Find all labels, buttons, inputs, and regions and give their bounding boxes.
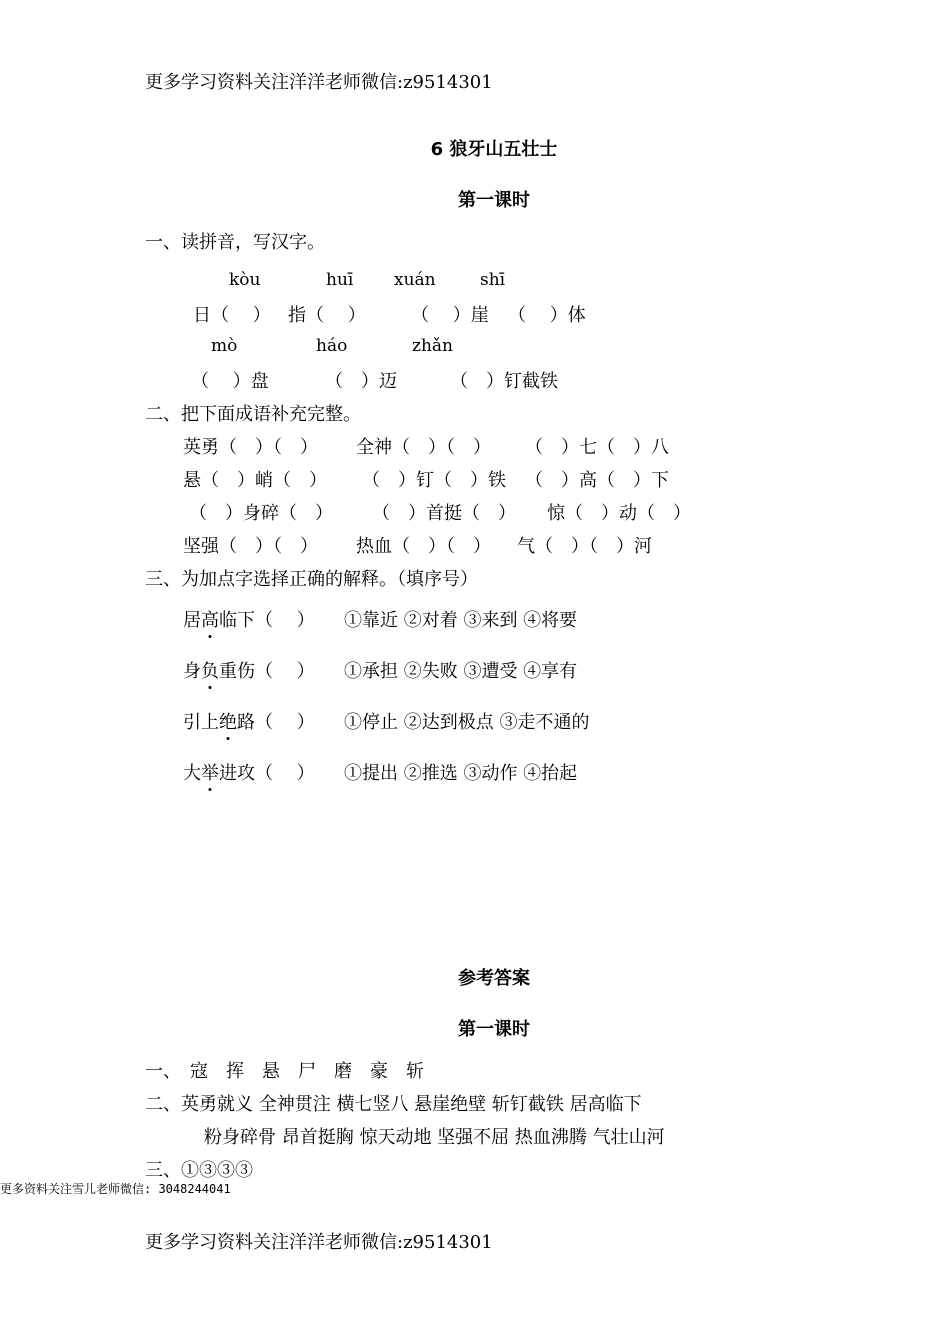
dotted-char: 高: [201, 606, 219, 632]
options-4: ①提出 ②推选 ③动作 ④抬起: [344, 763, 578, 784]
idiom-1-3: （ ）七（ ）八: [525, 437, 669, 458]
pinyin-shi: shī: [480, 270, 506, 290]
pinyin-kou: kòu: [229, 270, 261, 290]
word-item-4: [183, 759, 315, 785]
idiom-4-1: 坚强（ ）（ ）: [183, 536, 318, 557]
page-title: 6 狼牙山五壮士: [430, 139, 558, 160]
word-pre: 大: [183, 763, 201, 784]
answers-lesson: 第一课时: [458, 1019, 530, 1040]
footer-note: 更多学习资料关注洋洋老师微信:z9514301: [145, 1232, 493, 1253]
idiom-2-2: （ ）钉（ ）铁: [362, 470, 506, 491]
char-blank-1: 日（ ）: [193, 305, 271, 326]
emphasis-dot: [227, 737, 230, 740]
idiom-4-3: 气（ ）（ ）河: [517, 536, 652, 557]
idiom-1-2: 全神（ ）（ ）: [356, 437, 491, 458]
emphasis-dot: [209, 635, 212, 638]
answer-2-line2: 粉身碎骨 昂首挺胸 惊天动地 坚强不屈 热血沸腾 气壮山河: [204, 1127, 665, 1148]
char-blank-6: （ ）迈: [325, 371, 397, 392]
word-item-2: [183, 657, 315, 683]
word-post: 路（ ）: [237, 712, 315, 733]
lesson-title: 第一课时: [458, 190, 530, 211]
word-pre: 居: [183, 610, 201, 631]
pinyin-hui: huī: [326, 270, 354, 290]
char-blank-5: （ ）盘: [191, 371, 269, 392]
options-2: ①承担 ②失败 ③遭受 ④享有: [344, 661, 578, 682]
answer-3: 三、①③③③: [145, 1160, 253, 1181]
emphasis-dot: [209, 788, 212, 791]
pinyin-xuan: xuán: [394, 270, 436, 290]
word-post: 临下（ ）: [219, 610, 315, 631]
side-watermark-note: 更多资料关注雪儿老师微信: 3048244041: [0, 1182, 231, 1196]
pinyin-hao: háo: [316, 336, 348, 356]
idiom-2-3: （ ）高（ ）下: [525, 470, 669, 491]
char-blank-7: （ ）钉截铁: [450, 371, 558, 392]
word-item-1: [183, 606, 315, 632]
options-3: ①停止 ②达到极点 ③走不通的: [344, 712, 590, 733]
dotted-char: 负: [201, 657, 219, 683]
idiom-3-1: （ ）身碎（ ）: [189, 503, 333, 524]
idiom-3-2: （ ）首挺（ ）: [372, 503, 516, 524]
idiom-1-1: 英勇（ ）（ ）: [183, 437, 318, 458]
idiom-3-3: 惊（ ）动（ ）: [547, 503, 691, 524]
idiom-2-1: 悬（ ）峭（ ）: [183, 470, 327, 491]
word-post: 重伤（ ）: [219, 661, 315, 682]
char-blank-4: （ ）体: [508, 305, 586, 326]
dotted-char: 举: [201, 759, 219, 785]
answers-title: 参考答案: [458, 968, 530, 989]
section1-heading: 一、读拼音，写汉字。: [145, 232, 325, 253]
answer-2-line1: 二、英勇就义 全神贯注 横七竖八 悬崖绝壁 斩钉截铁 居高临下: [145, 1094, 642, 1115]
char-blank-3: （ ）崖: [411, 305, 489, 326]
char-blank-2: 指（ ）: [288, 305, 366, 326]
header-note: 更多学习资料关注洋洋老师微信:z9514301: [145, 72, 493, 93]
answer-1: 一、 寇 挥 悬 尸 磨 豪 斩: [145, 1061, 424, 1082]
options-1: ①靠近 ②对着 ③来到 ④将要: [344, 610, 578, 631]
section3-heading: 三、为加点字选择正确的解释。（填序号）: [145, 569, 478, 590]
emphasis-dot: [209, 686, 212, 689]
section2-heading: 二、把下面成语补充完整。: [145, 404, 361, 425]
pinyin-zhan: zhǎn: [412, 336, 453, 356]
word-item-3: [183, 708, 315, 734]
pinyin-mo: mò: [211, 336, 238, 356]
word-pre: 引上: [183, 712, 219, 733]
idiom-4-2: 热血（ ）（ ）: [356, 536, 491, 557]
word-pre: 身: [183, 661, 201, 682]
word-post: 进攻（ ）: [219, 763, 315, 784]
dotted-char: 绝: [219, 708, 237, 734]
